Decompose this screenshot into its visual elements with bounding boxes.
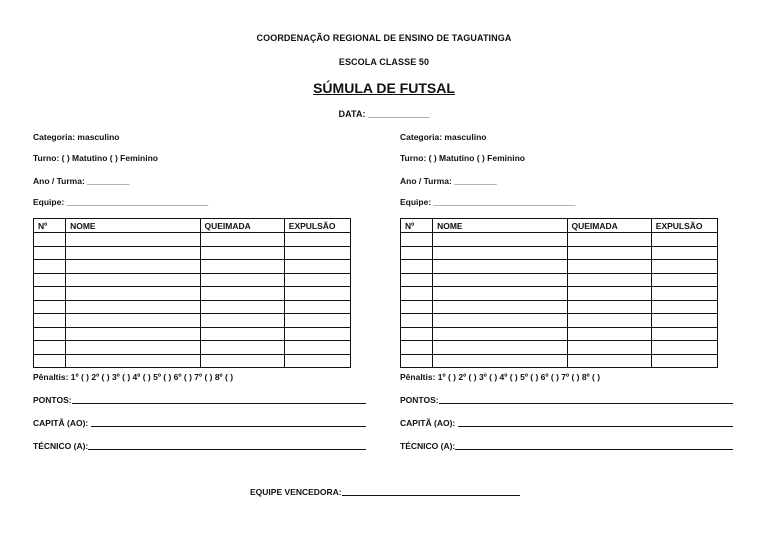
table-cell[interactable] <box>284 273 350 287</box>
table-cell[interactable] <box>433 287 567 301</box>
table-cell[interactable] <box>200 327 284 341</box>
date-field: DATA: ____________ <box>338 109 430 119</box>
table-row <box>34 273 351 287</box>
pontos-line <box>439 395 733 404</box>
players-table <box>400 218 718 368</box>
table-cell[interactable] <box>651 260 717 274</box>
table-cell[interactable] <box>200 260 284 274</box>
table-row <box>401 260 718 274</box>
table-cell[interactable] <box>567 246 651 260</box>
table-row <box>34 233 351 247</box>
equipe-field: Equipe: ______________________________ <box>33 197 209 207</box>
pontos-label: PONTOS: <box>33 395 72 405</box>
table-cell[interactable] <box>433 314 567 328</box>
table-cell[interactable] <box>284 300 350 314</box>
org-heading: COORDENAÇÃO REGIONAL DE ENSINO DE TAGUATINGA <box>256 33 512 43</box>
categoria-field <box>400 132 486 142</box>
table-cell[interactable] <box>567 260 651 274</box>
table-cell[interactable] <box>401 327 433 341</box>
table-cell[interactable] <box>34 260 66 274</box>
school-heading: ESCOLA CLASSE 50 <box>338 57 430 67</box>
table-row <box>401 233 718 247</box>
table-cell[interactable] <box>66 327 200 341</box>
col-numero: Nº <box>34 219 66 233</box>
table-cell[interactable] <box>66 354 200 368</box>
table-row <box>34 314 351 328</box>
table-row <box>34 354 351 368</box>
table-cell[interactable] <box>284 233 350 247</box>
tecnico-field <box>33 441 366 451</box>
table-row <box>401 300 718 314</box>
table-cell[interactable] <box>433 300 567 314</box>
table-cell[interactable] <box>66 260 200 274</box>
table-cell[interactable] <box>433 246 567 260</box>
table-cell[interactable] <box>34 300 66 314</box>
table-cell[interactable] <box>66 300 200 314</box>
table-cell[interactable] <box>34 287 66 301</box>
table-cell[interactable] <box>66 246 200 260</box>
table-cell[interactable] <box>34 273 66 287</box>
winner-field <box>250 487 520 497</box>
capita-field <box>400 418 733 428</box>
turno-field: Turno: ( ) Matutino ( ) Feminino <box>33 153 158 163</box>
categoria-field <box>33 132 119 142</box>
table-cell[interactable] <box>34 341 66 355</box>
table-cell[interactable] <box>200 300 284 314</box>
table-cell[interactable] <box>284 314 350 328</box>
table-cell[interactable] <box>284 287 350 301</box>
tecnico-line <box>455 441 733 450</box>
table-cell[interactable] <box>433 273 567 287</box>
pontos-field <box>33 395 366 405</box>
table-row <box>34 260 351 274</box>
ano-turma-field: Ano / Turma: _________ <box>400 176 497 186</box>
pontos-label: PONTOS: <box>400 395 439 405</box>
table-cell[interactable] <box>651 327 717 341</box>
turno-field: Turno: ( ) Matutino ( ) Feminino <box>400 153 525 163</box>
table-cell[interactable] <box>284 260 350 274</box>
table-cell[interactable] <box>401 287 433 301</box>
table-cell[interactable] <box>567 341 651 355</box>
table-cell[interactable] <box>66 233 200 247</box>
table-cell[interactable] <box>567 354 651 368</box>
table-cell[interactable] <box>200 354 284 368</box>
table-cell[interactable] <box>567 287 651 301</box>
categoria-label: Categoria: <box>33 132 76 142</box>
table-cell[interactable] <box>651 246 717 260</box>
table-row <box>401 354 718 368</box>
table-cell[interactable] <box>433 260 567 274</box>
capita-field <box>33 418 366 428</box>
table-cell[interactable] <box>401 260 433 274</box>
table-cell[interactable] <box>651 233 717 247</box>
capita-label: CAPITÃ (AO): <box>400 418 456 428</box>
table-cell[interactable] <box>567 314 651 328</box>
table-row <box>34 341 351 355</box>
table-row <box>401 273 718 287</box>
col-expulsao: EXPULSÃO <box>284 219 350 233</box>
table-cell[interactable] <box>567 233 651 247</box>
table-cell[interactable] <box>284 246 350 260</box>
table-cell[interactable] <box>66 341 200 355</box>
table-cell[interactable] <box>66 273 200 287</box>
table-row <box>401 327 718 341</box>
table-cell[interactable] <box>401 314 433 328</box>
tecnico-label: TÉCNICO (A): <box>33 441 89 451</box>
winner-line <box>342 487 520 496</box>
equipe-field: Equipe: ______________________________ <box>400 197 576 207</box>
table-cell[interactable] <box>401 246 433 260</box>
table-cell[interactable] <box>284 354 350 368</box>
capita-line <box>458 418 733 427</box>
table-cell[interactable] <box>66 314 200 328</box>
table-row <box>34 287 351 301</box>
table-cell[interactable] <box>567 300 651 314</box>
winner-label: EQUIPE VENCEDORA: <box>250 487 342 497</box>
table-cell[interactable] <box>200 246 284 260</box>
table-row <box>34 327 351 341</box>
table-cell[interactable] <box>433 354 567 368</box>
col-queimada: QUEIMADA <box>200 219 284 233</box>
table-cell[interactable] <box>66 287 200 301</box>
capita-label: CAPITÃ (AO): <box>33 418 89 428</box>
table-cell[interactable] <box>200 273 284 287</box>
capita-line <box>91 418 366 427</box>
penaltis-field: Pênaltis: 1º ( ) 2º ( ) 3º ( ) 4º ( ) 5º ( ) 6º ( ) 7º ( ) 8º ( ) <box>400 372 601 382</box>
table-cell[interactable] <box>433 327 567 341</box>
table-cell[interactable] <box>401 354 433 368</box>
table-cell[interactable] <box>433 341 567 355</box>
table-row <box>34 300 351 314</box>
table-row <box>401 341 718 355</box>
table-cell[interactable] <box>651 354 717 368</box>
table-cell[interactable] <box>651 273 717 287</box>
table-cell[interactable] <box>34 233 66 247</box>
table-cell[interactable] <box>284 327 350 341</box>
table-header-row <box>34 219 351 233</box>
col-nome: NOME <box>433 219 567 233</box>
penaltis-field: Pênaltis: 1º ( ) 2º ( ) 3º ( ) 4º ( ) 5º ( ) 6º ( ) 7º ( ) 8º ( ) <box>33 372 234 382</box>
players-table <box>33 218 351 368</box>
table-cell[interactable] <box>651 300 717 314</box>
table-cell[interactable] <box>651 287 717 301</box>
table-cell[interactable] <box>401 300 433 314</box>
table-cell[interactable] <box>200 287 284 301</box>
table-cell[interactable] <box>651 314 717 328</box>
col-queimada: QUEIMADA <box>567 219 651 233</box>
tecnico-label: TÉCNICO (A): <box>400 441 456 451</box>
col-expulsao: EXPULSÃO <box>651 219 717 233</box>
table-row <box>401 287 718 301</box>
table-cell[interactable] <box>34 314 66 328</box>
table-cell[interactable] <box>401 341 433 355</box>
table-cell[interactable] <box>567 327 651 341</box>
table-cell[interactable] <box>34 246 66 260</box>
pontos-field <box>400 395 733 405</box>
categoria-label: Categoria: <box>400 132 443 142</box>
table-header-row <box>401 219 718 233</box>
categoria-value: masculino <box>77 132 120 142</box>
ano-turma-field: Ano / Turma: _________ <box>33 176 130 186</box>
table-cell[interactable] <box>567 273 651 287</box>
tecnico-line <box>88 441 366 450</box>
col-numero: Nº <box>401 219 433 233</box>
table-row <box>401 246 718 260</box>
table-cell[interactable] <box>200 314 284 328</box>
table-row <box>401 314 718 328</box>
categoria-value: masculino <box>444 132 487 142</box>
tecnico-field <box>400 441 733 451</box>
table-cell[interactable] <box>433 233 567 247</box>
table-row <box>34 246 351 260</box>
table-cell[interactable] <box>34 354 66 368</box>
table-cell[interactable] <box>34 327 66 341</box>
table-cell[interactable] <box>401 233 433 247</box>
pontos-line <box>72 395 366 404</box>
table-cell[interactable] <box>200 341 284 355</box>
page-title: SÚMULA DE FUTSAL <box>313 80 455 96</box>
table-cell[interactable] <box>651 341 717 355</box>
table-cell[interactable] <box>284 341 350 355</box>
table-cell[interactable] <box>200 233 284 247</box>
table-cell[interactable] <box>401 273 433 287</box>
col-nome: NOME <box>66 219 200 233</box>
